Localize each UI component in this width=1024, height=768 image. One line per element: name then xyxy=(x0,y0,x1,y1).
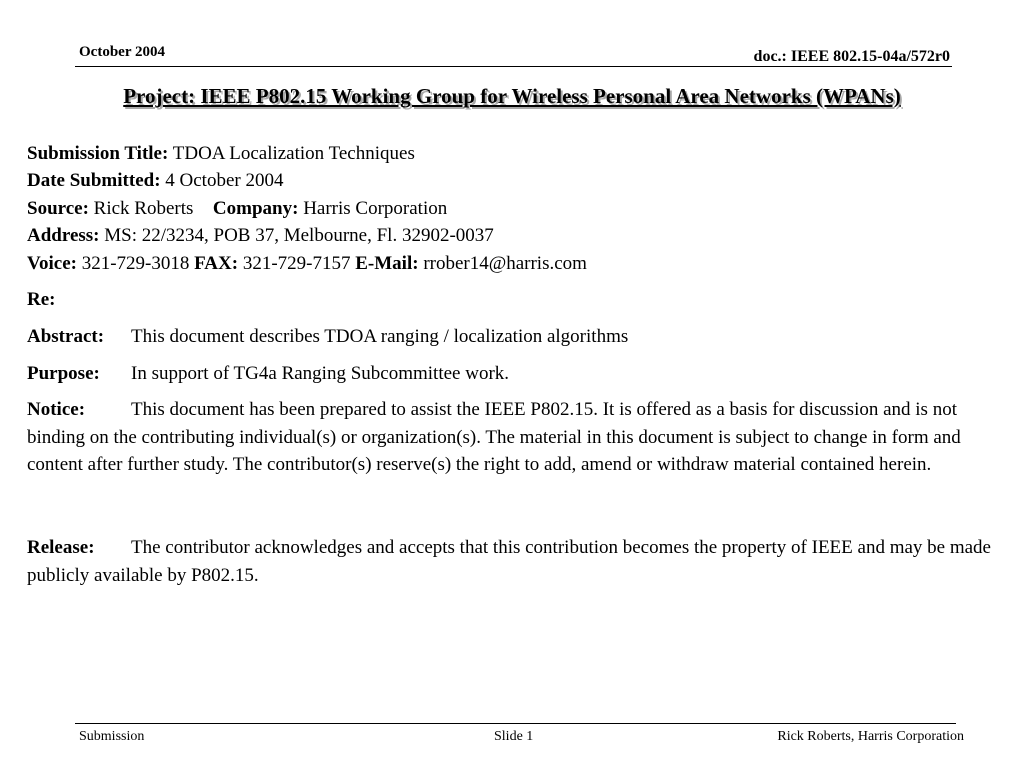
release-paragraph xyxy=(27,534,1017,589)
address-label: Address: xyxy=(27,225,100,246)
source-label: Source: xyxy=(27,198,89,219)
re-line xyxy=(27,289,55,311)
notice-paragraph xyxy=(27,396,1017,479)
footer-left: Submission xyxy=(79,729,145,744)
abstract-line xyxy=(27,326,628,348)
source-line xyxy=(27,198,447,220)
footer-divider xyxy=(75,723,956,724)
notice-label: Notice: xyxy=(27,399,86,420)
notice-text: This document has been prepared to assist the IEEE P802.15. It is offered as a basis for discussion and is not binding on the contributing individual(s) or organization(s). The material in this document is subject to change in form and content after further study. The contributor(s) reserve(s) the right to add, amend or withdraw material contained herein. xyxy=(27,399,961,475)
submission-title-value: TDOA Localization Techniques xyxy=(172,143,415,164)
address-line xyxy=(27,225,494,247)
header-date: October 2004 xyxy=(79,44,165,60)
header-divider xyxy=(75,66,952,67)
footer-right: Rick Roberts, Harris Corporation xyxy=(777,729,964,744)
date-submitted-line xyxy=(27,170,283,192)
fax-label: FAX: xyxy=(194,253,239,274)
abstract-text: This document describes TDOA ranging / localization algorithms xyxy=(131,326,629,347)
purpose-line xyxy=(27,363,509,385)
header-doc-id: doc.: IEEE 802.15-04a/572r0 xyxy=(753,48,950,65)
footer-center: Slide 1 xyxy=(494,729,534,744)
fax-value: 321-729-7157 xyxy=(242,253,351,274)
purpose-text: In support of TG4a Ranging Subcommittee work. xyxy=(131,363,510,384)
submission-title-line xyxy=(27,143,415,165)
voice-value: 321-729-3018 xyxy=(81,253,190,274)
abstract-label: Abstract: xyxy=(27,326,105,347)
release-label: Release: xyxy=(27,537,95,558)
email-label: E-Mail: xyxy=(355,253,419,274)
date-submitted-value: 4 October 2004 xyxy=(165,170,284,191)
release-text: The contributor acknowledges and accepts that this contribution becomes the property of IEEE and may be made publicly available by P802.15. xyxy=(27,537,991,586)
email-value: rrober14@harris.com xyxy=(423,253,587,274)
re-label: Re: xyxy=(27,289,56,310)
submission-title-label: Submission Title: xyxy=(27,143,169,164)
source-value: Rick Roberts xyxy=(93,198,194,219)
date-submitted-label: Date Submitted: xyxy=(27,170,161,191)
purpose-label: Purpose: xyxy=(27,363,100,384)
voice-label: Voice: xyxy=(27,253,77,274)
address-value: MS: 22/3234, POB 37, Melbourne, Fl. 32902-0037 xyxy=(104,225,494,246)
company-value: Harris Corporation xyxy=(303,198,448,219)
slide-title: Project: IEEE P802.15 Working Group for Wireless Personal Area Networks (WPANs) xyxy=(123,84,901,108)
contact-line xyxy=(27,253,587,275)
company-label: Company: xyxy=(212,198,299,219)
